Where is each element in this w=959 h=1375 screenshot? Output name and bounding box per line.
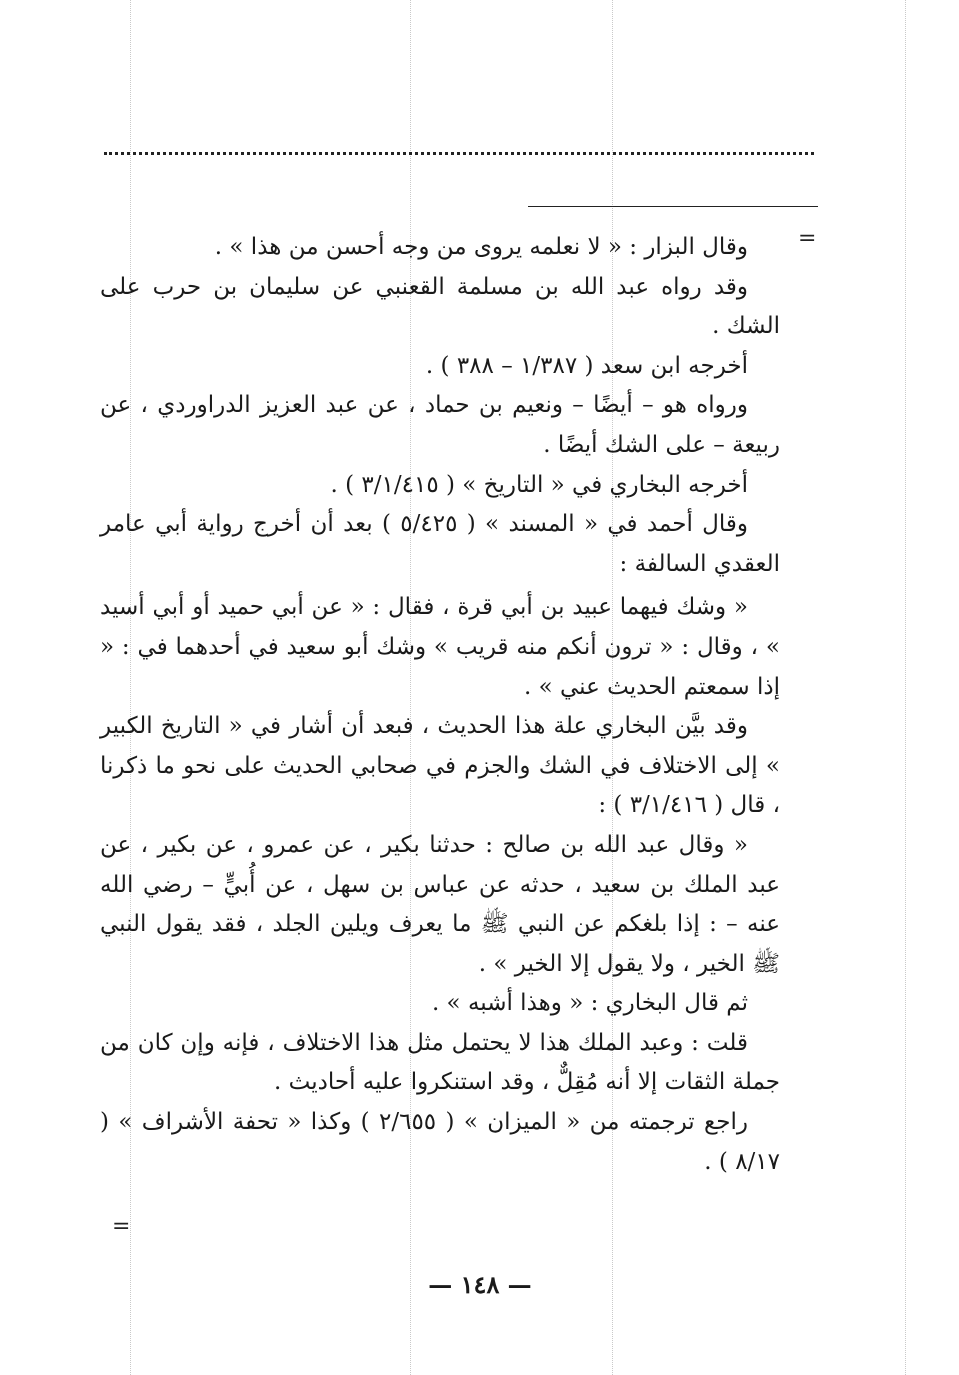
footnote-paragraph: وقد بيَّن البخاري علة هذا الحديث ، فبعد أن أشار في « التاريخ الكبير » إلى الاختلاف في الشك والجزم في صحابي الحديث على نحو ما ذكرنا ، قال ( ٣/١/٤١٦ ) :	[100, 713, 780, 819]
footnote-paragraph: راجع ترجمته من « الميزان » ( ٢/٦٥٥ ) وكذا « تحفة الأشراف » ( ٨/١٧ ) .	[100, 1109, 780, 1175]
scan-line	[905, 0, 906, 1375]
footnote-paragraph: أخرجه البخاري في « التاريخ » ( ٣/١/٤١٥ ) .	[330, 471, 748, 498]
footnote-paragraph: وقد رواه عبد الله بن مسلمة القعنبي عن سليمان بن حرب على الشك .	[100, 273, 780, 340]
footnote-paragraph: ورواه هو – أيضًا – ونعيم بن حماد ، عن عبد العزيز الدراوردي ، عن ربيعة – على الشك أيضًا .	[100, 392, 780, 458]
footnote-paragraph: وقال البزار : « لا نعلمه يروى من وجه أحسن من هذا » .	[214, 234, 748, 260]
footnote-text	[100, 228, 780, 1182]
continuation-mark-bottom: =	[112, 1214, 131, 1239]
continuation-mark-top: =	[798, 226, 817, 251]
footnote-paragraph: أخرجه ابن سعد ( ١/٣٨٧ – ٣٨٨ ) .	[425, 352, 748, 379]
page-number: — ١٤٨ —	[428, 1270, 532, 1299]
footnote-paragraph: ثم قال البخاري : « وهذا أشبه » .	[431, 990, 748, 1017]
footnote-paragraph: « وشك فيهما عبيد بن أبي قرة ، فقال : « عن أبي حميد أو أبي أسيد » ، وقال : « ترون أنكم منه قريب » وشك أبو سعيد في أحدهما في : « إذا سمعتم الحديث عني » .	[100, 594, 780, 700]
footnote-rule	[528, 206, 818, 207]
footnote-paragraph: قلت : وعبد الملك هذا لا يحتمل مثل هذا الاختلاف ، فإنه وإن كان من جملة الثقات إلا أنه مُقِلٌّ ، وقد استنكروا عليه أحاديث .	[100, 1029, 780, 1096]
footnote-paragraph: وقال أحمد في « المسند » ( ٥/٤٢٥ ) بعد أن أخرج رواية أبي عامر العقدي السالفة :	[100, 511, 780, 577]
dotted-separator	[104, 152, 814, 155]
footnote-paragraph: « وقال عبد الله بن صالح : حدثنا بكير ، عن عمرو ، عن بكير ، عن عبد الملك بن سعيد ، حدثه عن عباس بن سهل ، عن أُبيٍّ – رضي الله عنه – : إذا بلغكم عن النبي ﷺ ما يعرف ويلين الجلد ، فقد يقول النبي ﷺ الخير ، ولا يقول إلا الخير » .	[100, 831, 780, 977]
